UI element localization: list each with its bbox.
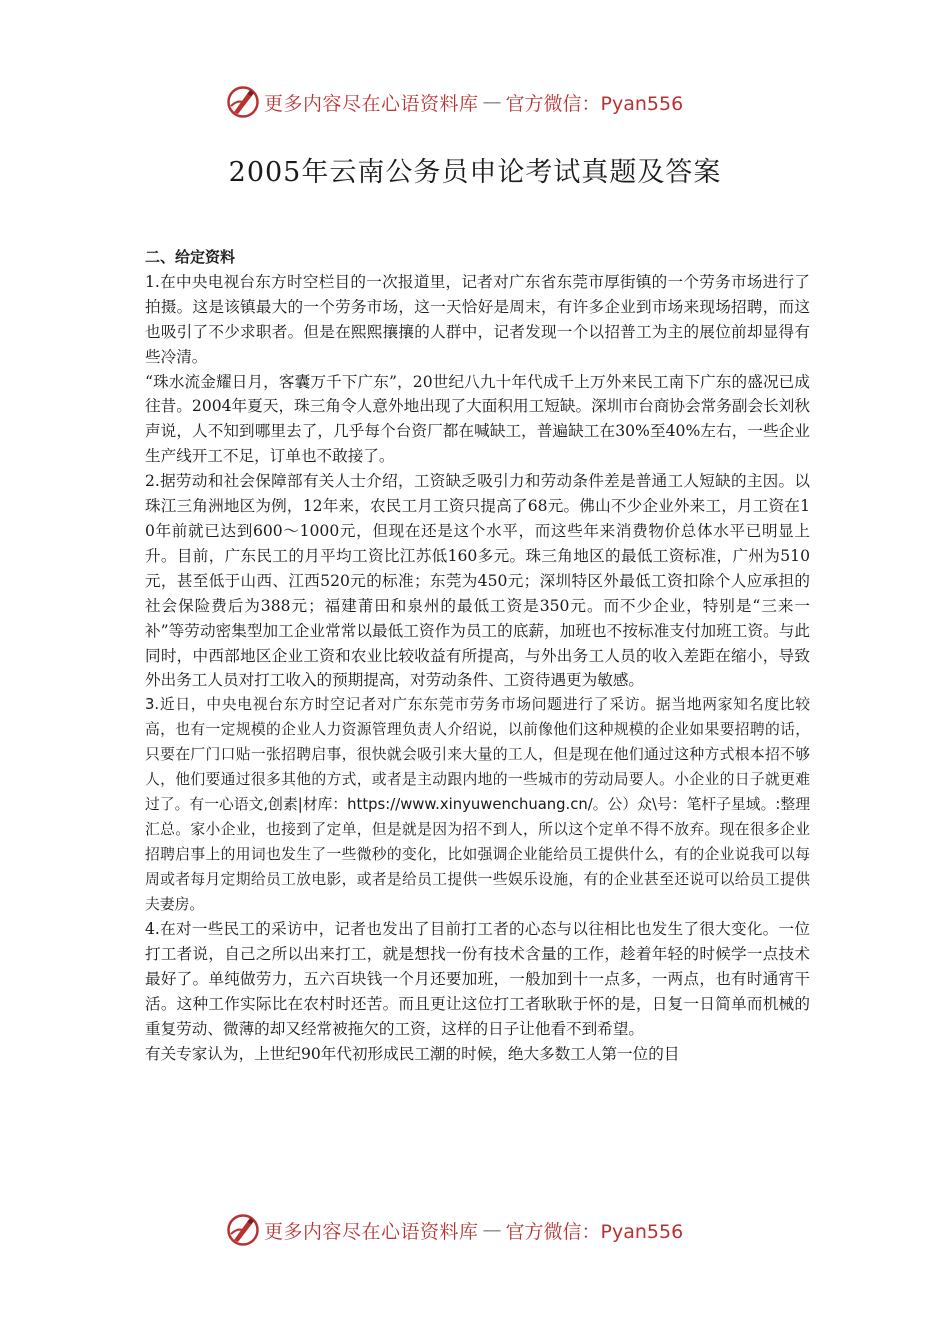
banner-text: 更多内容尽在心语资料库 xyxy=(264,1220,479,1243)
banner-text: 更多内容尽在心语资料库 xyxy=(264,92,479,115)
pen-logo-icon xyxy=(226,85,260,119)
document-body xyxy=(145,245,810,1067)
paragraph-6: 有关专家认为，上世纪90年代初形成民工潮的时候，绝大多数工人第一位的目 xyxy=(145,1045,680,1063)
paragraph-5: 4.在对一些民工的采访中，记者也发出了目前打工者的心态与以往相比也发生了很大变化。一位打工者说，自己之所以出来打工，就是想找一份有技术含量的工作，趁着年轻的时候学一点技术最好了。单纯做劳力，五六百块钱一个月还要加班，一般加到十一点多，一两点，也有时通宵干活。这种工作实际比在农村时还苦。而且更让这位打工者耿耿于怀的是，日复一日简单而机械的重复劳动、微薄的却又经常被拖欠的工资，这样的日子让他看不到希望。 xyxy=(145,920,810,1039)
paragraph-4: 3.近日，中央电视台东方时空记者对广东东莞市劳务市场问题进行了采访。据当地两家知名度比较高，也有一定规模的企业人力资源管理负责人介绍说，以前像他们这种规模的企业如果要招聘的话，只要在厂门口贴一张招聘启事，很快就会吸引来大量的工人，但是现在他们通过这种方式根本招不够人，他们要通过很多其他的方式，或者是主动跟内地的一些城市的劳动局要人。小企业的日子就更难过了。有一心语文,创素|材库：https://www.xinyuwenchuang.cn/。公）众\号：笔杆子星域。:整理汇总。家小企业，也接到了定单，但是就是因为招不到人，所以这个定单不得不放弃。现在很多企业招聘启事上的用词也发生了一些微秒的变化，比如强调企业能给员工提供什么，有的企业说我可以每周或者每月定期给员工放电影，或者是给员工提供一些娱乐设施，有的企业甚至还说可以给员工提供夫妻房。 xyxy=(145,696,810,913)
footer-banner xyxy=(226,1212,746,1248)
paragraph-1: 1.在中央电视台东方时空栏目的一次报道里，记者对广东省东莞市厚街镇的一个劳务市场进行了拍摄。这是该镇最大的一个劳务市场，这一天恰好是周末，有许多企业到市场来现场招聘，而这也吸引了不少求职者。但是在熙熙攘攘的人群中，记者发现一个以招普工为主的展位前却显得有些冷清。 xyxy=(145,272,810,366)
banner-separator: — xyxy=(482,91,502,113)
section-heading: 二、给定资料 xyxy=(145,248,236,266)
document-title: 2005年云南公务员申论考试真题及答案 xyxy=(228,157,722,188)
banner-contact: 官方微信：Pyan556 xyxy=(505,1220,684,1243)
paragraph-2: “珠水流金耀日月，客囊万千下广东”，20世纪八九十年代成千上万外来民工南下广东的盛况已成往昔。2004年夏天，珠三角令人意外地出现了大面积用工短缺。深圳市台商协会常务副会长刘秋声说，人不知到哪里去了，几乎每个台资厂都在喊缺工，普遍缺工在30%至40%左右，一些企业生产线开工不足，订单也不敢接了。 xyxy=(145,372,810,466)
pen-logo-icon xyxy=(226,1213,260,1247)
paragraph-3: 2.据劳动和社会保障部有关人士介绍，工资缺乏吸引力和劳动条件差是普通工人短缺的主因。以珠江三角洲地区为例，12年来，农民工月工资只提高了68元。佛山不少企业外来工，月工资在10年前就已达到600～1000元，但现在还是这个水平，而这些年来消费物价总体水平已明显上升。目前，广东民工的月平均工资比江苏低160多元。珠三角地区的最低工资标准，广州为510元，甚至低于山西、江西520元的标准；东莞为450元；深圳特区外最低工资扣除个人应承担的社会保险费后为388元；福建莆田和泉州的最低工资是350元。而不少企业，特别是“三来一补”等劳动密集型加工企业常常以最低工资作为员工的底薪，加班也不按标准支付加班工资。与此同时，中西部地区企业工资和农业比较收益有所提高，与外出务工人员的收入差距在缩小，导致外出务工人员对打工收入的预期提高，对劳动条件、工资待遇更为敏感。 xyxy=(145,472,810,690)
header-banner xyxy=(226,84,746,120)
banner-separator: — xyxy=(482,1219,502,1241)
banner-contact: 官方微信：Pyan556 xyxy=(505,92,684,115)
